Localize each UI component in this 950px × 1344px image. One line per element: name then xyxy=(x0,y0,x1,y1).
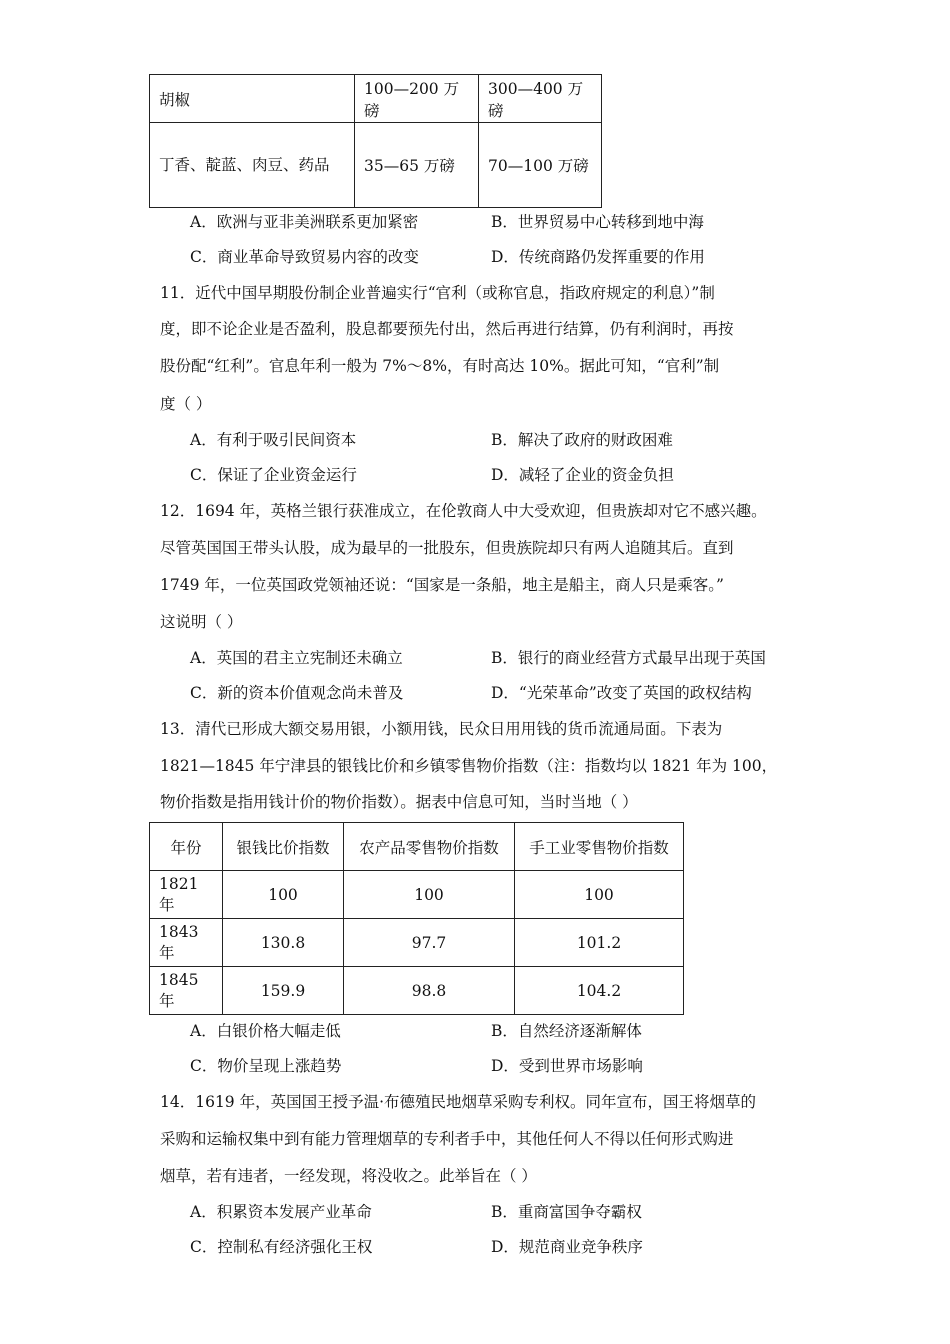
q10-option-b[interactable]: B．世界贸易中心转移到地中海 xyxy=(491,213,704,231)
q11-option-a[interactable]: A．有利于吸引民间资本 xyxy=(190,431,357,449)
q14-stem-line: 烟草，若有违者，一经发现，将没收之。此举旨在（ ） xyxy=(160,1167,537,1185)
q12-option-a[interactable]: A．英国的君主立宪制还未确立 xyxy=(190,649,403,667)
table-cell: 101.2 xyxy=(515,919,684,967)
q12-stem-line: 这说明（ ） xyxy=(160,613,243,631)
table-row xyxy=(150,919,684,967)
table-cell: 100 xyxy=(344,871,515,919)
spice-trade-table xyxy=(149,74,602,208)
q12-option-d[interactable]: D．“光荣革命”改变了英国的政权结构 xyxy=(491,684,752,702)
q12-stem-line: 1749 年，一位英国政党领袖还说：“国家是一条船，地主是船主，商人只是乘客。” xyxy=(160,576,724,594)
q10-option-d[interactable]: D．传统商路仍发挥重要的作用 xyxy=(491,248,705,266)
q13-stem-line: 13．清代已形成大额交易用银，小额用钱，民众日用用钱的货币流通局面。下表为 xyxy=(160,720,723,738)
table-row xyxy=(150,871,684,919)
q10-option-c[interactable]: C．商业革命导致贸易内容的改变 xyxy=(190,248,419,266)
table-row xyxy=(150,967,684,1015)
q13-option-d[interactable]: D．受到世界市场影响 xyxy=(491,1057,643,1075)
table-header: 年份 xyxy=(150,823,223,871)
q13-stem-line: 物价指数是指用钱计价的物价指数）。据表中信息可知，当时当地（ ） xyxy=(160,793,638,811)
q12-stem-line: 12．1694 年，英格兰银行获准成立，在伦敦商人中大受欢迎，但贵族却对它不感兴趣。 xyxy=(160,502,767,520)
q14-stem-line: 14．1619 年，英国国王授予温·布德殖民地烟草采购专利权。同年宣布，国王将烟草的 xyxy=(160,1093,757,1111)
q11-option-d[interactable]: D．减轻了企业的资金负担 xyxy=(491,466,674,484)
q12-option-b[interactable]: B．银行的商业经营方式最早出现于英国 xyxy=(491,649,766,667)
q11-option-b[interactable]: B．解决了政府的财政困难 xyxy=(491,431,673,449)
q14-option-c[interactable]: C．控制私有经济强化王权 xyxy=(190,1238,373,1256)
q14-option-d[interactable]: D．规范商业竞争秩序 xyxy=(491,1238,643,1256)
table-cell: 35—65 万磅 xyxy=(355,123,479,208)
table-header: 银钱比价指数 xyxy=(223,823,344,871)
q14-option-b[interactable]: B．重商富国争夺霸权 xyxy=(491,1203,642,1221)
q14-option-a[interactable]: A．积累资本发展产业革命 xyxy=(190,1203,372,1221)
q14-stem-line: 采购和运输权集中到有能力管理烟草的专利者手中，其他任何人不得以任何形式购进 xyxy=(160,1130,734,1148)
q13-stem-line: 1821—1845 年宁津县的银钱比价和乡镇零售物价指数（注：指数均以 1821 年为 100， xyxy=(160,757,778,775)
table-header: 农产品零售物价指数 xyxy=(344,823,515,871)
q11-stem-line: 股份配“红利”。官息年利一般为 7%～8%，有时高达 10%。据此可知，“官利”制 xyxy=(160,357,720,375)
q13-option-b[interactable]: B．自然经济逐渐解体 xyxy=(491,1022,642,1040)
table-row xyxy=(150,75,602,123)
table-cell: 159.9 xyxy=(223,967,344,1015)
table-cell: 97.7 xyxy=(344,919,515,967)
table-cell: 1821 年 xyxy=(150,871,223,919)
q13-option-c[interactable]: C．物价呈现上涨趋势 xyxy=(190,1057,342,1075)
table-cell: 100—200 万磅 xyxy=(355,75,479,123)
table-cell: 70—100 万磅 xyxy=(479,123,602,208)
q11-stem-line: 度（ ） xyxy=(160,395,212,413)
table-row xyxy=(150,123,602,208)
table-cell: 130.8 xyxy=(223,919,344,967)
table-cell: 300—400 万磅 xyxy=(479,75,602,123)
table-header: 手工业零售物价指数 xyxy=(515,823,684,871)
table-cell: 1843 年 xyxy=(150,919,223,967)
table-cell: 1845 年 xyxy=(150,967,223,1015)
q12-option-c[interactable]: C．新的资本价值观念尚未普及 xyxy=(190,684,404,702)
table-cell: 胡椒 xyxy=(150,75,355,123)
table-cell: 丁香、靛蓝、肉豆、药品 xyxy=(150,123,355,208)
table-cell: 100 xyxy=(223,871,344,919)
q13-option-a[interactable]: A．白银价格大幅走低 xyxy=(190,1022,341,1040)
q12-stem-line: 尽管英国国王带头认股，成为最早的一批股东，但贵族院却只有两人追随其后。直到 xyxy=(160,539,734,557)
silver-price-table xyxy=(149,822,684,1015)
q11-option-c[interactable]: C．保证了企业资金运行 xyxy=(190,466,357,484)
table-cell: 104.2 xyxy=(515,967,684,1015)
table-cell: 98.8 xyxy=(344,967,515,1015)
q11-stem-line: 11．近代中国早期股份制企业普遍实行“官利（或称官息，指政府规定的利息）”制 xyxy=(160,284,715,302)
q10-option-a[interactable]: A．欧洲与亚非美洲联系更加紧密 xyxy=(190,213,419,231)
q11-stem-line: 度，即不论企业是否盈利，股息都要预先付出，然后再进行结算，仍有利润时，再按 xyxy=(160,320,734,338)
table-header-row xyxy=(150,823,684,871)
table-cell: 100 xyxy=(515,871,684,919)
